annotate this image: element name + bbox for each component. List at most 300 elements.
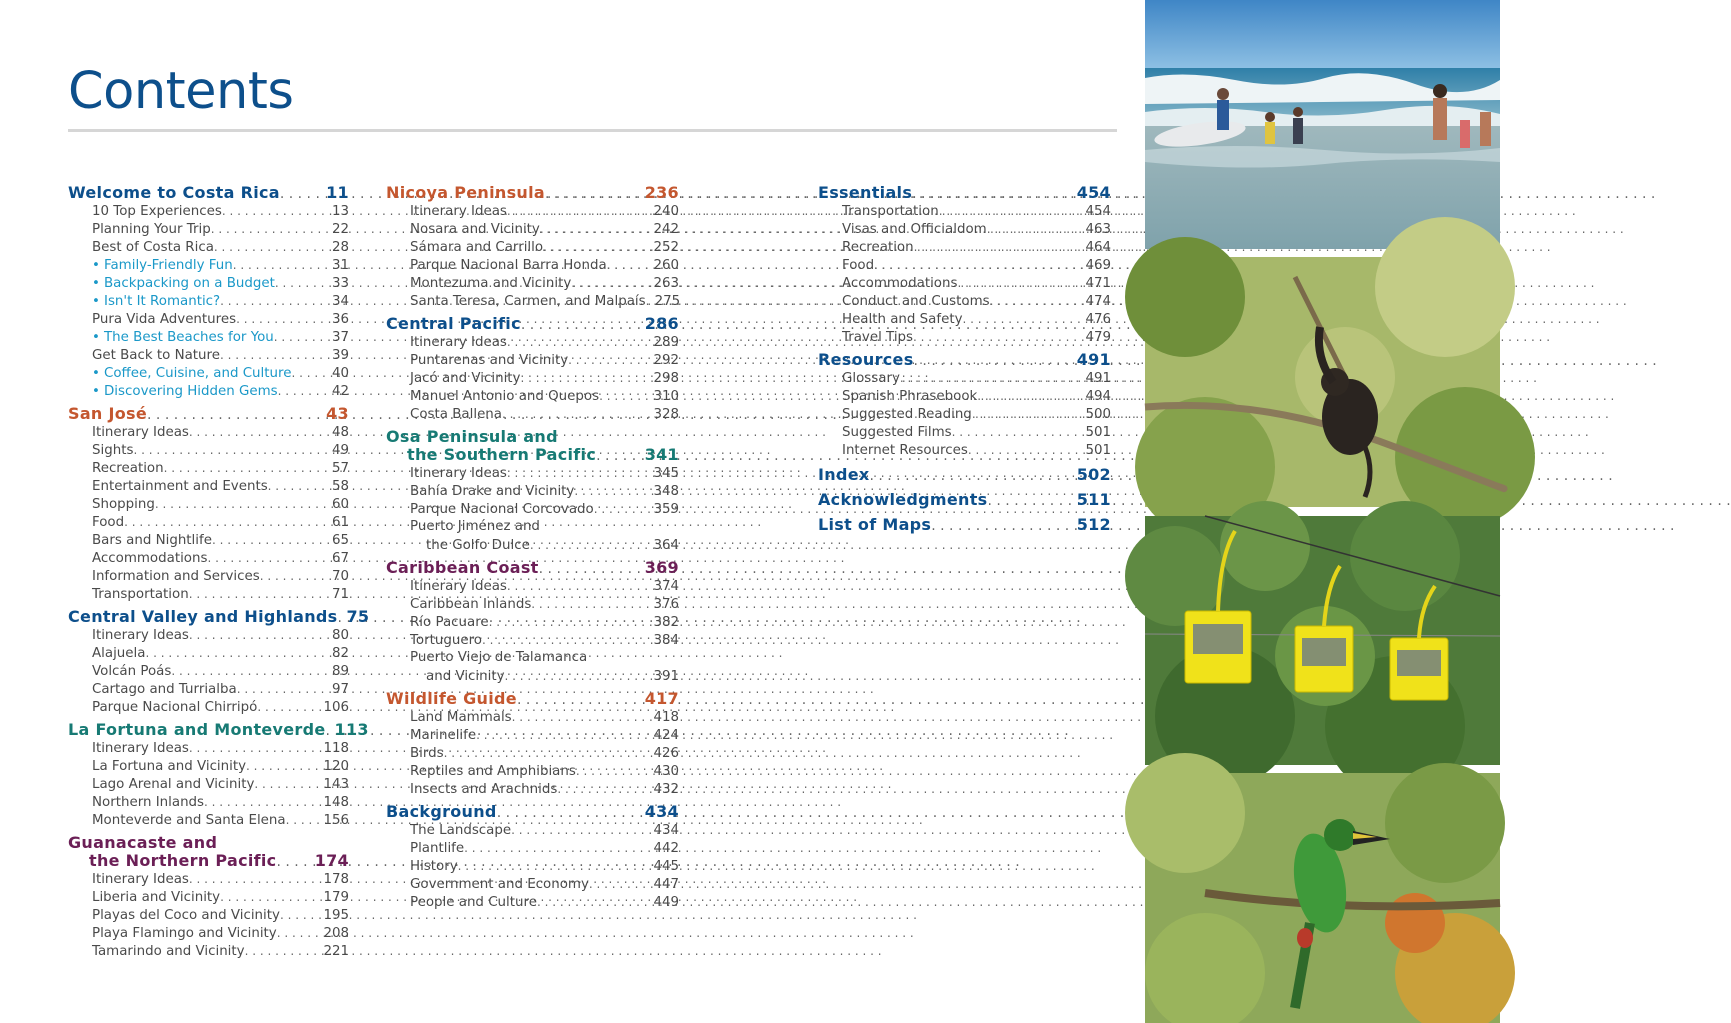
entry-page-number: 80 — [331, 628, 349, 643]
entry-label: Get Back to Nature — [92, 348, 220, 363]
toc-entry[interactable] — [68, 513, 349, 531]
section-title: Central Pacific — [386, 314, 521, 333]
bullet-icon: • — [92, 366, 100, 381]
toc-entry[interactable] — [68, 924, 349, 942]
monkey-photo — [1145, 257, 1500, 507]
section-heading-row[interactable] — [818, 184, 1111, 202]
toc-feature-entry[interactable] — [68, 382, 349, 400]
toc-entry[interactable] — [68, 888, 349, 906]
toc-entry[interactable] — [386, 726, 679, 744]
dot-leader — [207, 549, 328, 567]
dot-leader — [277, 924, 321, 942]
dot-leader — [220, 888, 320, 906]
toc-entry[interactable] — [386, 292, 679, 310]
section-page-number: 512 — [1076, 515, 1111, 534]
entry-page-number: 71 — [331, 587, 349, 602]
entry-label: Internet Resources — [842, 443, 968, 458]
entry-label: Monteverde and Santa Elena — [92, 813, 286, 828]
entry-label: Itinerary Ideas — [92, 741, 189, 756]
dot-leader — [576, 762, 651, 780]
toc-entry[interactable] — [386, 387, 679, 405]
toc-entry[interactable] — [818, 292, 1111, 310]
toc-feature-entry[interactable] — [68, 364, 349, 382]
entry-label: Glossary — [842, 371, 900, 386]
toc-column-2 — [386, 184, 679, 911]
toc-entry[interactable] — [818, 238, 1111, 256]
toc-entry[interactable] — [68, 310, 349, 328]
entry-label: Best of Costa Rica — [92, 240, 214, 255]
toc-entry[interactable] — [68, 346, 349, 364]
toc-entry[interactable] — [386, 482, 679, 500]
entry-page-number: 376 — [653, 597, 679, 612]
dot-leader — [900, 369, 1083, 387]
aerial-tram-photo — [1145, 516, 1500, 765]
entry-page-number: 464 — [1085, 240, 1111, 255]
section-heading-row[interactable] — [68, 405, 349, 423]
toc-entry[interactable] — [68, 680, 349, 698]
entry-page-number: 89 — [331, 664, 349, 679]
entry-page-number: 469 — [1085, 258, 1111, 273]
toc-section-resources — [818, 351, 1111, 459]
dot-leader — [222, 202, 329, 220]
entry-label: Pura Vida Adventures — [92, 312, 237, 327]
entry-label: Itinerary Ideas — [92, 425, 189, 440]
toc-entry[interactable] — [386, 839, 679, 857]
entry-label: Northern Inlands — [92, 795, 205, 810]
toc-entry[interactable] — [68, 811, 349, 829]
dot-leader — [507, 202, 651, 220]
entry-label: Transportation — [842, 204, 939, 219]
entry-page-number: 442 — [653, 841, 679, 856]
toucanet-bird-photo — [1145, 773, 1500, 1023]
section-page-number: 286 — [644, 314, 679, 333]
dot-leader — [245, 942, 321, 960]
entry-page-number: 36 — [331, 312, 349, 327]
entry-page-number: 463 — [1085, 222, 1111, 237]
section-heading-row[interactable] — [68, 184, 349, 202]
toc-entry[interactable] — [68, 757, 349, 775]
section-title: Caribbean Coast — [386, 558, 539, 577]
dot-leader — [147, 406, 323, 424]
dot-leader — [537, 893, 651, 911]
toc-section-caribbean-coast — [386, 559, 679, 685]
dot-leader — [543, 238, 650, 256]
entry-label: The Best Beaches for You — [104, 330, 274, 345]
dot-leader — [972, 405, 1083, 423]
toc-entry[interactable] — [818, 256, 1111, 274]
dot-leader — [568, 351, 650, 369]
dot-leader — [189, 585, 329, 603]
toc-entry[interactable] — [68, 549, 349, 567]
toc-entry[interactable] — [68, 793, 349, 811]
section-page-number: 75 — [346, 607, 370, 626]
dot-leader — [274, 328, 329, 346]
dot-leader — [521, 316, 642, 334]
entry-page-number: 106 — [323, 700, 349, 715]
toc-entry[interactable] — [68, 531, 349, 549]
toc-entry[interactable] — [386, 762, 679, 780]
dot-leader — [189, 739, 321, 757]
toc-feature-entry[interactable] — [68, 256, 349, 274]
toc-entry[interactable] — [68, 220, 349, 238]
entry-page-number: 501 — [1085, 425, 1111, 440]
toc-feature-entry[interactable] — [68, 328, 349, 346]
section-heading-row[interactable] — [818, 491, 1111, 509]
section-page-number: 43 — [326, 404, 349, 423]
toc-entry[interactable] — [818, 441, 1111, 459]
entry-label: Tamarindo and Vicinity — [92, 944, 245, 959]
entry-label: Land Mammals — [410, 710, 512, 725]
dot-leader — [155, 495, 329, 513]
entry-page-number: 359 — [653, 502, 679, 517]
dot-leader — [497, 804, 642, 822]
dot-leader — [214, 238, 329, 256]
toc-entry[interactable] — [818, 328, 1111, 346]
entry-page-number: 37 — [331, 330, 349, 345]
section-title: Index — [818, 465, 870, 484]
section-page-number: 502 — [1076, 465, 1111, 484]
toc-entry[interactable] — [386, 238, 679, 256]
dot-leader — [931, 517, 1073, 535]
entry-label: Isn't It Romantic? — [104, 294, 221, 309]
entry-page-number: 82 — [331, 646, 349, 661]
section-title-continued: the Southern Pacific — [407, 445, 597, 464]
entry-page-number: 42 — [331, 384, 349, 399]
entry-label: Montezuma and Vicinity — [410, 276, 572, 291]
entry-label: Manuel Antonio and Quepos — [410, 389, 600, 404]
dot-leader — [276, 853, 311, 871]
toc-entry[interactable] — [386, 220, 679, 238]
page-title: Contents — [68, 62, 294, 121]
entry-page-number: 491 — [1085, 371, 1111, 386]
entry-label: Discovering Hidden Gems — [104, 384, 278, 399]
section-heading-row[interactable] — [386, 446, 679, 464]
entry-page-number: 474 — [1085, 294, 1111, 309]
entry-label: Puerto Jiménez and — [410, 519, 540, 534]
entry-label: Health and Safety — [842, 312, 963, 327]
entry-page-number: 58 — [331, 479, 349, 494]
section-title: Wildlife Guide — [386, 689, 517, 708]
toc-section-guanacaste-and-the-northern-pacific — [68, 834, 349, 960]
section-title: Resources — [818, 350, 914, 369]
dot-leader — [189, 626, 329, 644]
entry-page-number: 33 — [331, 276, 349, 291]
entry-page-number: 471 — [1085, 276, 1111, 291]
entry-label: Alajuela — [92, 646, 146, 661]
dot-leader — [482, 631, 650, 649]
section-heading-row[interactable] — [818, 466, 1111, 484]
toc-feature-entry[interactable] — [68, 274, 349, 292]
toc-entry[interactable] — [386, 500, 679, 518]
entry-page-number: 97 — [331, 682, 349, 697]
entry-page-number: 479 — [1085, 330, 1111, 345]
section-title: List of Maps — [818, 515, 932, 534]
toc-entry[interactable] — [386, 333, 679, 351]
section-title: La Fortuna and Monteverde — [68, 720, 326, 739]
entry-label: Parque Nacional Chirripó — [92, 700, 258, 715]
toc-entry[interactable] — [386, 821, 679, 839]
entry-label: Playa Flamingo and Vicinity — [92, 926, 277, 941]
toc-entry[interactable] — [68, 775, 349, 793]
toc-entry[interactable] — [68, 423, 349, 441]
beach-surfers-photo — [1145, 0, 1500, 249]
toc-section-wildlife-guide — [386, 690, 679, 798]
entry-label: Liberia and Vicinity — [92, 890, 221, 905]
toc-entry[interactable] — [68, 906, 349, 924]
dot-leader — [280, 906, 321, 924]
toc-entry[interactable] — [818, 220, 1111, 238]
dot-leader — [502, 405, 650, 423]
entry-label: Costa Ballena — [410, 407, 502, 422]
toc-entry[interactable] — [386, 577, 679, 595]
dot-leader — [977, 387, 1082, 405]
dot-leader — [914, 238, 1083, 256]
dot-leader — [987, 220, 1083, 238]
dot-leader — [596, 447, 642, 465]
entry-page-number: 494 — [1085, 389, 1111, 404]
entry-page-number: 118 — [323, 741, 349, 756]
entry-page-number: 60 — [331, 497, 349, 512]
section-heading-row[interactable] — [386, 690, 679, 708]
section-page-number: 369 — [644, 558, 679, 577]
toc-entry[interactable] — [68, 459, 349, 477]
dot-leader — [275, 274, 329, 292]
toc-section-la-fortuna-and-monteverde — [68, 720, 369, 829]
section-page-number: 113 — [334, 720, 369, 739]
toc-entry[interactable] — [68, 626, 349, 644]
entry-page-number: 348 — [653, 484, 679, 499]
section-title: Central Valley and Highlands — [68, 607, 338, 626]
dot-leader — [571, 274, 650, 292]
entry-page-number: 426 — [653, 746, 679, 761]
entry-page-number: 240 — [653, 204, 679, 219]
section-title-continued: the Northern Pacific — [89, 851, 277, 870]
dot-leader — [589, 875, 651, 893]
entry-label: Bahía Drake and Vicinity — [410, 484, 575, 499]
entry-label: Recreation — [842, 240, 914, 255]
toc-entry[interactable] — [386, 875, 679, 893]
toc-entry[interactable] — [386, 274, 679, 292]
toc-entry[interactable] — [386, 405, 679, 423]
section-heading-row[interactable] — [68, 720, 369, 739]
entry-page-number: 434 — [653, 823, 679, 838]
entry-label: History — [410, 859, 458, 874]
entry-page-number: 260 — [653, 258, 679, 273]
title-divider — [68, 129, 1117, 132]
dot-leader — [963, 310, 1083, 328]
entry-page-number: 310 — [653, 389, 679, 404]
dot-leader — [268, 477, 329, 495]
entry-label: Río Pacuare — [410, 615, 489, 630]
toc-section-central-valley-and-highlands — [68, 607, 370, 716]
toc-feature-entry[interactable] — [68, 292, 349, 310]
entry-label: Marinelife — [410, 728, 477, 743]
entry-page-number: 424 — [653, 728, 679, 743]
entry-label: Birds — [410, 746, 444, 761]
bullet-icon: • — [92, 276, 100, 291]
toc-entry[interactable] — [68, 495, 349, 513]
dot-leader — [520, 369, 650, 387]
section-heading-row[interactable] — [818, 351, 1111, 369]
toc-entry[interactable] — [68, 441, 349, 459]
toc-entry[interactable] — [386, 351, 679, 369]
dot-leader — [145, 644, 328, 662]
dot-leader — [599, 387, 650, 405]
entry-page-number: 275 — [654, 294, 681, 309]
section-heading-row[interactable] — [68, 852, 349, 870]
dot-leader — [957, 274, 1082, 292]
toc-entry[interactable] — [386, 893, 679, 911]
entry-label: La Fortuna and Vicinity — [92, 759, 247, 774]
dot-leader — [164, 459, 329, 477]
entry-label: Food — [842, 258, 875, 273]
entry-page-number: 391 — [653, 669, 679, 684]
toc-section-san-jose — [68, 405, 349, 603]
toc-entry[interactable] — [386, 464, 679, 482]
section-heading-row[interactable] — [386, 803, 679, 821]
entry-label: Puerto Viejo de Talamanca — [410, 650, 588, 665]
toc-section-background — [386, 803, 679, 911]
toc-entry[interactable] — [818, 202, 1111, 220]
toc-section-welcome-to-costa-rica — [68, 184, 349, 400]
toc-entry[interactable] — [68, 644, 349, 662]
toc-entry[interactable] — [818, 423, 1111, 441]
entry-label: Itinerary Ideas — [410, 204, 507, 219]
dot-leader — [530, 536, 651, 554]
entry-label: Itinerary Ideas — [410, 579, 507, 594]
entry-label: Plantlife — [410, 841, 465, 856]
entry-page-number: 384 — [653, 633, 679, 648]
entry-page-number: 40 — [331, 366, 349, 381]
toc-entry[interactable] — [68, 698, 349, 716]
toc-entry[interactable] — [386, 369, 679, 387]
entry-page-number: 61 — [331, 515, 349, 530]
dot-leader — [236, 310, 329, 328]
toc-entry[interactable] — [68, 739, 349, 757]
toc-entry[interactable] — [386, 631, 679, 649]
section-page-number: 454 — [1076, 183, 1111, 202]
dot-leader — [171, 662, 329, 680]
entry-page-number: 298 — [653, 371, 679, 386]
toc-entry[interactable] — [818, 405, 1111, 423]
section-heading-row[interactable] — [386, 315, 679, 333]
toc-entry[interactable] — [386, 595, 679, 613]
entry-page-number: 418 — [653, 710, 679, 725]
entry-page-number: 34 — [331, 294, 349, 309]
toc-entry[interactable] — [818, 387, 1111, 405]
dot-leader — [286, 811, 321, 829]
dot-leader — [952, 423, 1083, 441]
toc-entry[interactable] — [818, 274, 1111, 292]
entry-label: Information and Services — [92, 569, 260, 584]
entry-label: Puntarenas and Vicinity — [410, 353, 569, 368]
entry-label: Sámara and Carrillo — [410, 240, 544, 255]
dot-leader — [574, 482, 650, 500]
entry-label: Food — [92, 515, 125, 530]
entry-page-number: 195 — [323, 908, 349, 923]
toc-entry[interactable] — [386, 667, 679, 685]
entry-label: Lago Arenal and Vicinity — [92, 777, 255, 792]
toc-entry[interactable] — [386, 256, 679, 274]
toc-entry[interactable] — [386, 536, 679, 554]
toc-section-osa-peninsula-and-the-southern-pacific — [386, 428, 679, 554]
toc-column-1 — [68, 183, 370, 960]
entry-label: People and Culture — [410, 895, 537, 910]
toc-entry[interactable] — [68, 567, 349, 585]
toc-entry[interactable] — [68, 662, 349, 680]
dot-leader — [607, 256, 651, 274]
section-heading-row[interactable] — [68, 607, 370, 626]
bullet-icon: • — [92, 258, 100, 273]
bullet-icon: • — [92, 384, 100, 399]
toc-entry[interactable] — [386, 857, 679, 875]
toc-entry[interactable] — [386, 613, 679, 631]
entry-label: Itinerary Ideas — [92, 872, 189, 887]
dot-leader — [189, 423, 329, 441]
entry-label: Insects and Arachnids — [410, 782, 558, 797]
toc-entry[interactable] — [386, 780, 679, 798]
dot-leader — [874, 256, 1082, 274]
dot-leader — [246, 757, 320, 775]
section-heading-row[interactable] — [386, 559, 679, 577]
entry-label: Recreation — [92, 461, 164, 476]
dot-leader — [988, 492, 1074, 510]
dot-leader — [237, 680, 329, 698]
dot-leader — [531, 595, 650, 613]
toc-section-acknowledgments — [818, 491, 1111, 509]
toc-entry[interactable] — [818, 369, 1111, 387]
entry-label: Playas del Coco and Vicinity — [92, 908, 280, 923]
toc-entry[interactable] — [386, 744, 679, 762]
entry-page-number: 445 — [653, 859, 679, 874]
dot-leader — [220, 346, 329, 364]
dot-leader — [912, 185, 1074, 203]
toc-entry[interactable] — [68, 942, 349, 960]
entry-label: Family-Friendly Fun — [104, 258, 233, 273]
toc-entry[interactable] — [68, 238, 349, 256]
toc-entry[interactable] — [386, 708, 679, 726]
entry-page-number: 57 — [331, 461, 349, 476]
section-heading-row[interactable] — [818, 516, 1111, 534]
dot-leader — [507, 333, 651, 351]
toc-section-central-pacific — [386, 315, 679, 423]
dot-leader — [511, 821, 650, 839]
dot-leader — [914, 352, 1074, 370]
dot-leader — [254, 775, 320, 793]
toc-entry[interactable] — [818, 310, 1111, 328]
entry-label: Parque Nacional Corcovado — [410, 502, 594, 517]
toc-entry[interactable] — [68, 202, 349, 220]
entry-label: Santa Teresa, Carmen, and Malpaís — [410, 294, 646, 309]
entry-page-number: 432 — [653, 782, 679, 797]
entry-label: Cartago and Turrialba — [92, 682, 237, 697]
toc-entry[interactable] — [68, 477, 349, 495]
section-heading-row[interactable] — [386, 184, 679, 202]
entry-label: Entertainment and Events — [92, 479, 268, 494]
dot-leader — [968, 441, 1083, 459]
toc-entry[interactable] — [386, 202, 679, 220]
dot-leader — [204, 793, 320, 811]
section-page-number: 417 — [644, 689, 679, 708]
toc-entry[interactable] — [68, 585, 349, 603]
section-page-number: 236 — [644, 183, 679, 202]
section-page-number: 491 — [1076, 350, 1111, 369]
dot-leader — [464, 839, 650, 857]
toc-entry[interactable] — [68, 870, 349, 888]
dot-leader — [133, 441, 329, 459]
entry-page-number: 221 — [323, 944, 349, 959]
toc-section-index — [818, 466, 1111, 484]
